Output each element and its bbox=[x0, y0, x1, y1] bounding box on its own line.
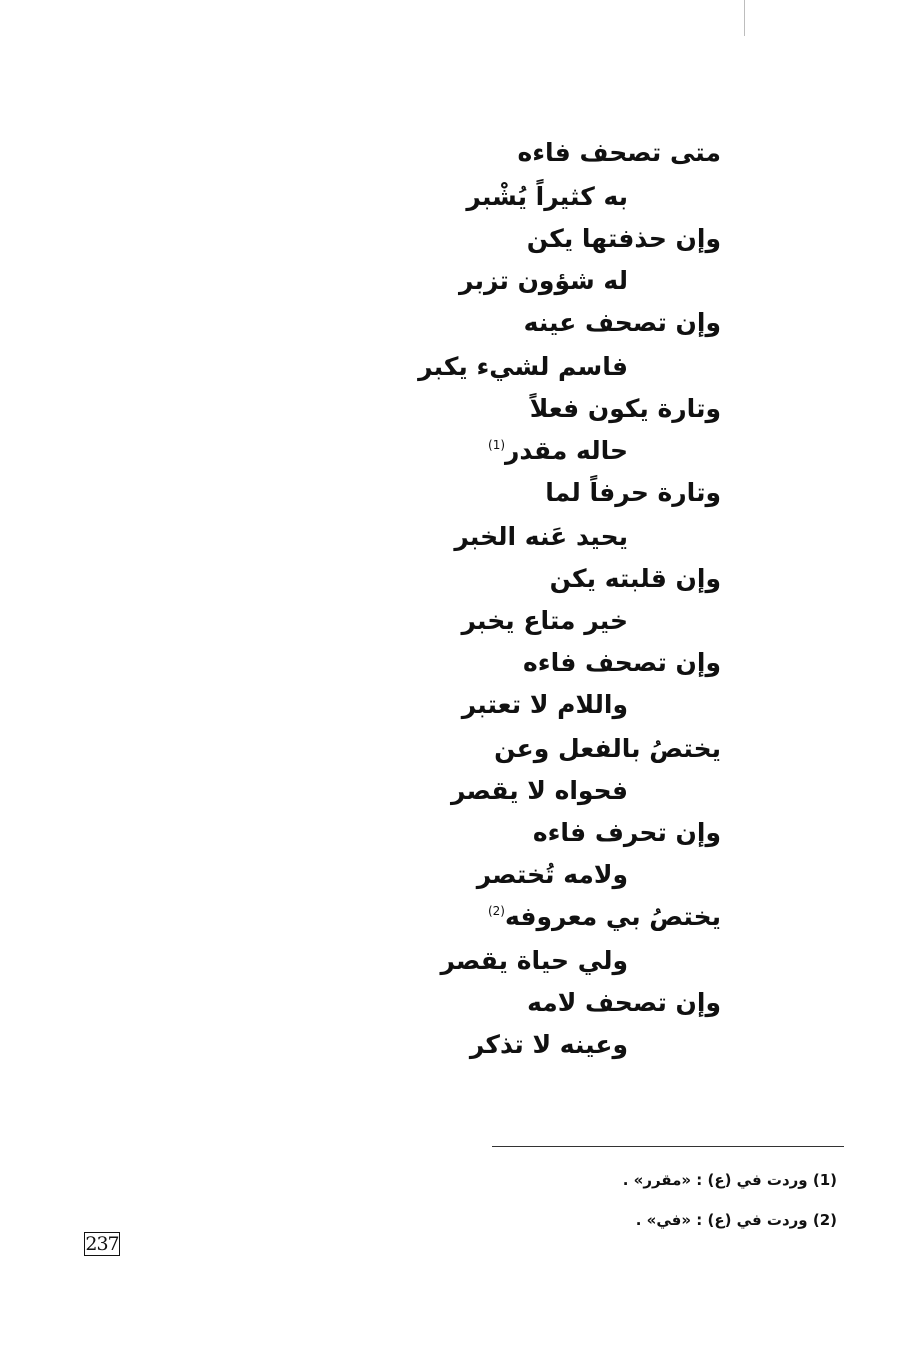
page-number: 237 bbox=[85, 1233, 119, 1255]
verse-line: به كثيراً يُشْبر bbox=[466, 182, 628, 211]
verse-line: واللام لا تعتبر bbox=[461, 690, 628, 719]
verse-line: وإن حذفتها يكن bbox=[526, 224, 721, 253]
verse-line: وعينه لا تذكر bbox=[469, 1030, 628, 1059]
verse-line: وإن قلبته يكن bbox=[549, 564, 721, 593]
verse-line: فحواه لا يقصر bbox=[451, 776, 628, 805]
footnote-marker: (2) bbox=[487, 904, 505, 918]
verse-line bbox=[488, 902, 721, 932]
verse-line: خير متاع يخبر bbox=[461, 606, 628, 635]
verse-line bbox=[488, 436, 628, 466]
verse-line: وتارة حرفاً لما bbox=[545, 478, 721, 507]
footnote-marker: (1) bbox=[488, 438, 506, 452]
verse-line: له شؤون تزبر bbox=[459, 266, 628, 295]
verse-line: يختصُ بالفعل وعن bbox=[494, 734, 721, 763]
footnote-separator bbox=[492, 1146, 844, 1147]
verse-line: متى تصحف فاءه bbox=[517, 138, 721, 167]
verse-line: فاسم لشيء يكبر bbox=[418, 352, 628, 381]
verse-line: وإن تصحف لامه bbox=[527, 988, 721, 1017]
verse-line: وتارة يكون فعلاً bbox=[529, 394, 721, 423]
verse-line: ولي حياة يقصر bbox=[440, 946, 628, 975]
verse-line: ولامه تُختصر bbox=[476, 860, 628, 889]
footnote-1: (1) وردت في (ع) : «مقرر» . bbox=[622, 1171, 837, 1189]
footnote-2: (2) وردت في (ع) : «في» . bbox=[635, 1211, 837, 1229]
verse-text: حاله مقدر bbox=[505, 436, 628, 465]
verse-line: يحيد عَنه الخبر bbox=[454, 522, 628, 551]
verse-line: وإن تصحف عينه bbox=[523, 308, 721, 337]
verse-line: وإن تحرف فاءه bbox=[532, 818, 721, 847]
verse-line: وإن تصحف فاءه bbox=[523, 648, 721, 677]
verse-text: يختصُ بي معروفه bbox=[504, 902, 721, 931]
